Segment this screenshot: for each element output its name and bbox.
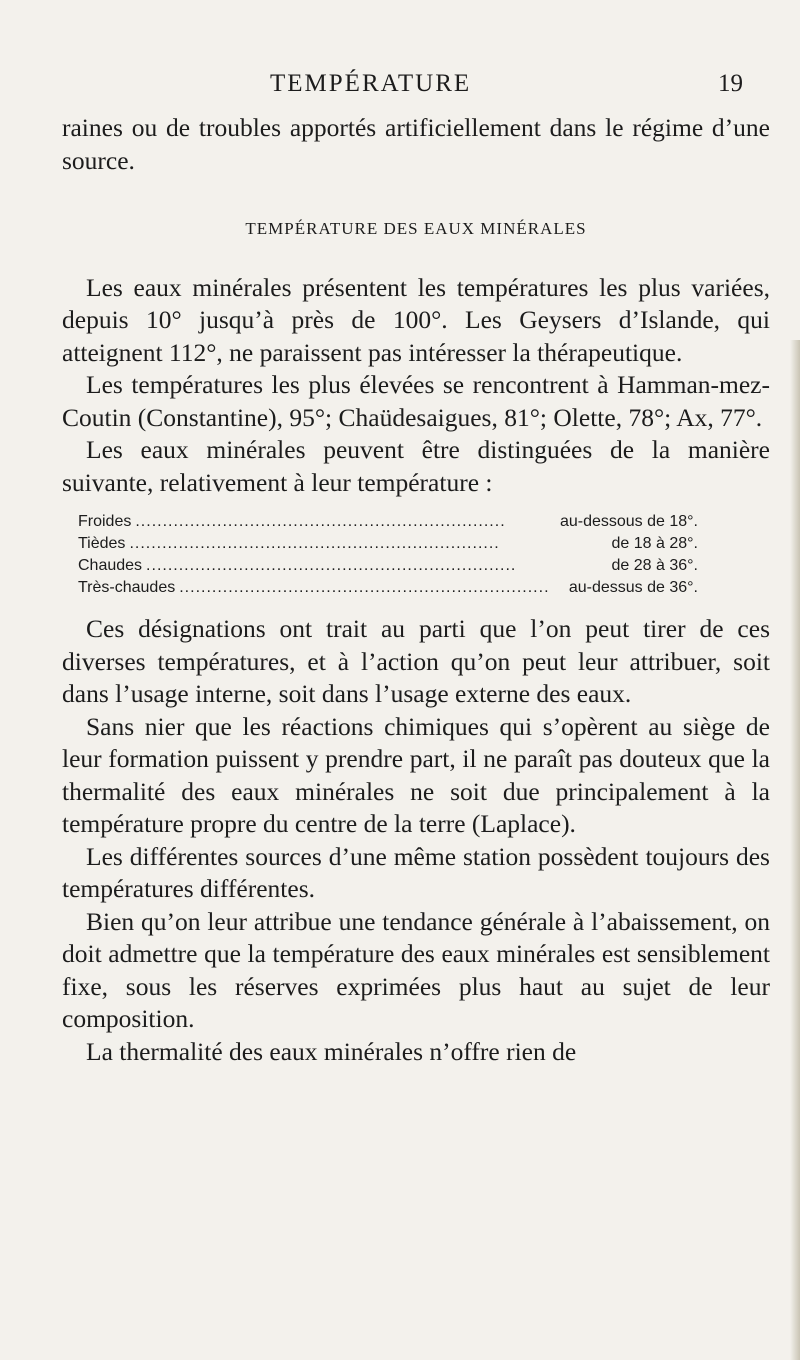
paragraph: Les différentes sources d’une même station possèdent toujours des températures différentes. (62, 841, 770, 903)
dot-leader: .................................................................... (129, 535, 500, 552)
classification-row (78, 577, 698, 599)
paragraph-continued: raines ou de troubles apportés artificiellement dans le régime d’une source. (62, 113, 770, 175)
classification-label: Froides (78, 513, 132, 530)
classification-row (78, 555, 698, 577)
classification-row (78, 511, 698, 533)
paragraph: Les eaux minérales présentent les températures les plus variées, depuis 10° jusqu’à près de 100°. Les Geysers d’Islande, qui atteignent 112°, ne paraissent pas intéresser la thérapeutique. (62, 272, 770, 367)
classification-range: de 18 à 28°. (611, 535, 698, 552)
paragraph: Les eaux minérales peuvent être distinguées de la manière suivante, relativement à leur température : (62, 435, 770, 497)
paragraph: Sans nier que les réactions chimiques qui s’opèrent au siège de leur formation puissent y prendre part, il ne paraît pas douteux que la thermalité des eaux minérales ne soit due principalement à la température propre du centre de la terre (Laplace). (62, 711, 770, 838)
classification-label: Très-chaudes (78, 579, 176, 596)
page-number: 19 (718, 70, 743, 97)
page-edge-shadow (790, 340, 800, 1360)
paragraph: Bien qu’on leur attribue une tendance générale à l’abaissement, on doit admettre que la température des eaux minérales est sensiblement fixe, sous les réserves exprimées plus haut au sujet de leur composition. (62, 906, 770, 1033)
running-title: TEMPÉRATURE (270, 70, 472, 97)
classification-row (78, 533, 698, 555)
classification-range: de 28 à 36°. (611, 557, 698, 574)
section-title: TEMPÉRATURE DES EAUX MINÉRALES (245, 219, 587, 238)
paragraph-truncated: La thermalité des eaux minérales n’offre rien de (86, 1036, 577, 1066)
temperature-classification (78, 511, 698, 599)
classification-range: au-dessus de 36°. (568, 579, 698, 596)
dot-leader: .................................................................... (179, 579, 550, 596)
classification-label: Tièdes (78, 535, 126, 552)
paragraph: Ces désignations ont trait au parti que l’on peut tirer de ces diverses températures, et à l’action qu’on peut leur attribuer, soit dans l’usage interne, soit dans l’usage externe des eaux. (62, 614, 770, 708)
classification-range: au-dessous de 18°. (559, 513, 698, 530)
body-text (62, 112, 770, 1068)
dot-leader: .................................................................... (135, 513, 506, 530)
paragraph: Les températures les plus élevées se rencontrent à Hamman-mez-Coutin (Constantine), 95°; Chaüdesaigues, 81°; Olette, 78°; Ax, 77°. (62, 370, 770, 432)
dot-leader: .................................................................... (146, 557, 517, 574)
classification-label: Chaudes (78, 557, 143, 574)
